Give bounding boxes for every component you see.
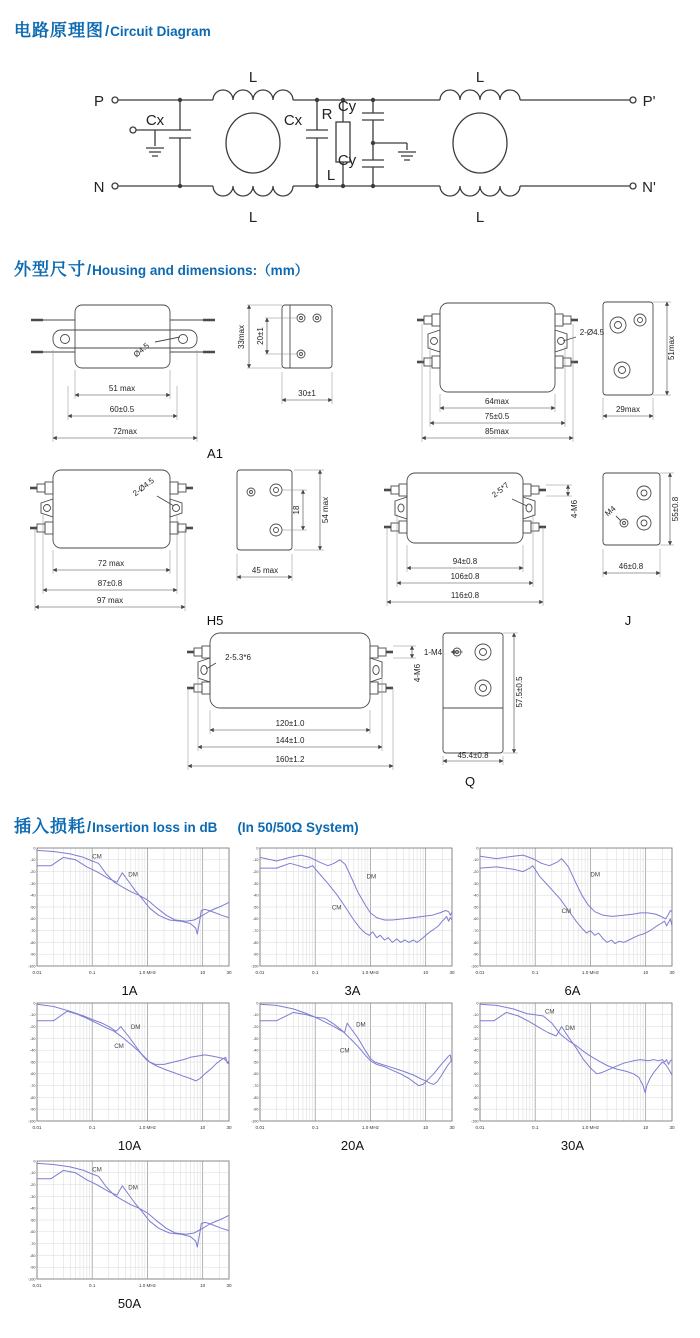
svg-text:-40: -40 bbox=[30, 1206, 36, 1211]
circuit-section-title: 电路原理图/Circuit Diagram bbox=[14, 21, 211, 40]
svg-text:CM: CM bbox=[561, 907, 572, 915]
ground-symbol-1 bbox=[136, 130, 169, 156]
svg-text:CM: CM bbox=[92, 1166, 102, 1174]
choke-core-2 bbox=[453, 113, 507, 173]
j-side-width: 46±0.8 bbox=[618, 562, 644, 571]
svg-text:-50: -50 bbox=[473, 905, 479, 910]
b-dim1: 64max bbox=[484, 397, 510, 406]
label-l-mid: L bbox=[326, 167, 336, 184]
svg-text:CM: CM bbox=[114, 1042, 124, 1050]
svg-text:-70: -70 bbox=[30, 929, 36, 933]
svg-text:-10: -10 bbox=[30, 1171, 36, 1176]
svg-text:-90: -90 bbox=[30, 1265, 36, 1270]
svg-text:CM: CM bbox=[544, 1008, 555, 1016]
h5-hole-note: 2-Ø4.5 bbox=[131, 475, 156, 499]
svg-text:0.01: 0.01 bbox=[32, 1125, 42, 1130]
svg-text:DM: DM bbox=[565, 1025, 575, 1033]
svg-text:0: 0 bbox=[33, 1159, 36, 1164]
svg-text:-30: -30 bbox=[30, 1194, 36, 1199]
svg-text:30: 30 bbox=[226, 1125, 232, 1130]
svg-text:0: 0 bbox=[33, 1001, 36, 1006]
svg-text:-70: -70 bbox=[253, 929, 259, 933]
svg-text:-20: -20 bbox=[253, 870, 259, 874]
svg-text:30: 30 bbox=[226, 1283, 232, 1288]
chart-caption-10a: 10A bbox=[117, 1138, 142, 1153]
svg-text:-50: -50 bbox=[30, 1218, 36, 1223]
a1-front-view bbox=[31, 305, 223, 461]
j-front-view bbox=[384, 473, 631, 628]
housing-title-zh: 外型尺寸 bbox=[14, 260, 86, 279]
chart-caption-6a: 6A bbox=[564, 983, 581, 998]
insertion-loss-chart-10a bbox=[27, 1000, 232, 1137]
svg-text:0: 0 bbox=[256, 1001, 259, 1006]
h5-label: H5 bbox=[206, 613, 224, 628]
capacitor-cx1 bbox=[169, 100, 191, 186]
terminal-n bbox=[112, 183, 118, 189]
svg-text:-100: -100 bbox=[470, 1119, 479, 1124]
b-front-view bbox=[417, 303, 605, 442]
svg-text:-70: -70 bbox=[253, 1084, 259, 1088]
svg-text:1.0 MHz: 1.0 MHz bbox=[138, 1283, 156, 1288]
q-dim2: 144±1.0 bbox=[275, 736, 305, 745]
svg-text:0: 0 bbox=[33, 846, 36, 851]
svg-text:-100: -100 bbox=[470, 964, 479, 969]
svg-text:0.01: 0.01 bbox=[475, 1125, 485, 1130]
chart-plot bbox=[27, 845, 232, 982]
insertion-loss-chart-3a bbox=[250, 845, 455, 982]
label-p-out: P' bbox=[642, 93, 656, 110]
svg-text:-80: -80 bbox=[253, 1095, 259, 1100]
svg-text:-50: -50 bbox=[30, 905, 36, 910]
insertion-title-en: Insertion loss in dB bbox=[92, 820, 218, 835]
q-dim1: 120±1.0 bbox=[275, 719, 305, 728]
h5-side-view bbox=[237, 470, 330, 581]
svg-text:-60: -60 bbox=[30, 917, 36, 922]
svg-text:DM: DM bbox=[128, 1184, 138, 1192]
svg-text:0.1: 0.1 bbox=[89, 1283, 96, 1288]
svg-text:-30: -30 bbox=[473, 1036, 479, 1041]
h5-side-span: 18 bbox=[292, 505, 301, 515]
svg-text:-100: -100 bbox=[250, 964, 259, 969]
svg-text:1.0 MHz: 1.0 MHz bbox=[361, 970, 379, 975]
housing-drawing-b bbox=[395, 290, 695, 450]
housing-drawing-q bbox=[110, 630, 630, 790]
svg-text:-20: -20 bbox=[253, 1025, 259, 1029]
a1-side-span: 20±1 bbox=[256, 327, 265, 345]
svg-text:-100: -100 bbox=[27, 1119, 36, 1124]
svg-text:-20: -20 bbox=[473, 870, 479, 874]
h5-front-view bbox=[30, 470, 223, 628]
svg-text:10: 10 bbox=[423, 1125, 429, 1130]
insertion-loss-chart-50a bbox=[27, 1158, 232, 1295]
a1-dim3: 72max bbox=[112, 427, 138, 436]
j-terminal-note: 4-M6 bbox=[570, 499, 579, 519]
svg-text:-10: -10 bbox=[253, 858, 259, 863]
circuit-title-zh: 电路原理图 bbox=[14, 21, 104, 40]
q-label: Q bbox=[464, 774, 476, 789]
insertion-title-note: (In 50/50Ω System) bbox=[237, 820, 359, 835]
terminal-p bbox=[112, 97, 118, 103]
label-l1: L bbox=[248, 69, 258, 86]
j-label: J bbox=[624, 613, 632, 628]
chart-caption-50a: 50A bbox=[117, 1296, 142, 1311]
svg-text:-30: -30 bbox=[30, 881, 36, 886]
a1-dim2: 60±0.5 bbox=[109, 405, 135, 414]
circuit-diagram bbox=[85, 66, 665, 236]
insertion-section-title: 插入损耗/Insertion loss in dB (In 50/50Ω System) bbox=[14, 817, 359, 836]
svg-text:-90: -90 bbox=[253, 1107, 259, 1112]
a1-label: A1 bbox=[207, 446, 223, 461]
insertion-loss-chart-20a bbox=[250, 1000, 455, 1137]
svg-text:10: 10 bbox=[643, 970, 649, 975]
label-cx1: Cx bbox=[145, 112, 165, 129]
svg-text:DM: DM bbox=[130, 1023, 141, 1031]
q-dim3: 160±1.2 bbox=[275, 755, 305, 764]
b-dim3: 85max bbox=[484, 427, 510, 436]
svg-text:0.1: 0.1 bbox=[89, 970, 96, 975]
circuit-wires bbox=[112, 90, 636, 196]
insertion-loss-chart-1a bbox=[27, 845, 232, 982]
q-side-width: 45.4±0.8 bbox=[457, 751, 489, 760]
svg-text:-80: -80 bbox=[30, 1095, 36, 1100]
svg-text:10: 10 bbox=[200, 1125, 206, 1130]
svg-text:0: 0 bbox=[256, 846, 259, 851]
housing-section-title: 外型尺寸/Housing and dimensions:（mm） bbox=[14, 260, 309, 279]
chart-plot bbox=[250, 845, 455, 982]
j-side-height: 55±0.8 bbox=[671, 496, 680, 522]
chart-caption-20a: 20A bbox=[340, 1138, 365, 1153]
svg-text:-40: -40 bbox=[30, 893, 36, 898]
svg-text:30: 30 bbox=[226, 970, 232, 975]
svg-text:0.01: 0.01 bbox=[475, 970, 485, 975]
j-hole-note: 2-5*7 bbox=[490, 480, 511, 500]
svg-text:-90: -90 bbox=[30, 1107, 36, 1112]
svg-text:CM: CM bbox=[339, 1047, 350, 1055]
svg-text:0.1: 0.1 bbox=[532, 1125, 539, 1130]
insertion-loss-chart-30a bbox=[470, 1000, 675, 1137]
q-front-view bbox=[187, 633, 422, 770]
svg-text:-30: -30 bbox=[253, 881, 259, 886]
label-l3: L bbox=[248, 209, 258, 226]
svg-text:30: 30 bbox=[449, 970, 455, 975]
svg-text:-70: -70 bbox=[30, 1242, 36, 1246]
label-n-out: N' bbox=[642, 179, 656, 196]
circuit-title-en: Circuit Diagram bbox=[110, 24, 211, 39]
svg-text:30: 30 bbox=[669, 1125, 675, 1130]
label-l2: L bbox=[475, 69, 485, 86]
a1-dim1: 51 max bbox=[108, 384, 136, 393]
choke-core-1 bbox=[226, 113, 280, 173]
svg-text:-40: -40 bbox=[473, 893, 479, 898]
chart-plot bbox=[470, 1000, 675, 1137]
svg-text:-30: -30 bbox=[30, 1036, 36, 1041]
svg-text:-60: -60 bbox=[253, 1072, 259, 1077]
label-cy2: Cy bbox=[337, 152, 357, 169]
label-cy1: Cy bbox=[337, 98, 357, 115]
svg-text:-70: -70 bbox=[30, 1084, 36, 1088]
b-hole-note: 2-Ø4.5 bbox=[579, 328, 605, 337]
svg-text:-100: -100 bbox=[27, 1277, 36, 1282]
h5-dim1: 72 max bbox=[97, 559, 125, 568]
svg-text:CM: CM bbox=[92, 853, 102, 861]
svg-text:0.1: 0.1 bbox=[532, 970, 539, 975]
svg-text:30: 30 bbox=[669, 970, 675, 975]
svg-text:-40: -40 bbox=[253, 893, 259, 898]
svg-text:0: 0 bbox=[476, 846, 479, 851]
svg-text:-10: -10 bbox=[30, 1013, 36, 1018]
h5-side-height: 54 max bbox=[321, 496, 330, 524]
housing-title-unit: （mm） bbox=[257, 263, 309, 278]
insertion-title-zh: 插入损耗 bbox=[14, 817, 86, 836]
j-side-view bbox=[603, 473, 680, 577]
svg-text:-100: -100 bbox=[250, 1119, 259, 1124]
j-dim2: 106±0.8 bbox=[450, 572, 480, 581]
q-terminal-note: 4-M6 bbox=[413, 663, 422, 683]
chart-plot bbox=[27, 1158, 232, 1295]
svg-text:-80: -80 bbox=[253, 940, 259, 945]
svg-text:-40: -40 bbox=[253, 1048, 259, 1053]
svg-text:-20: -20 bbox=[30, 1025, 36, 1029]
svg-text:-50: -50 bbox=[30, 1060, 36, 1065]
b-side-view bbox=[603, 302, 676, 420]
a1-side-height: 33max bbox=[237, 324, 246, 350]
label-p: P bbox=[93, 93, 105, 110]
svg-text:-90: -90 bbox=[30, 952, 36, 957]
svg-text:DM: DM bbox=[356, 1021, 366, 1029]
label-n: N bbox=[93, 179, 105, 196]
svg-text:-80: -80 bbox=[473, 940, 479, 945]
svg-text:0.1: 0.1 bbox=[89, 1125, 96, 1130]
svg-text:-90: -90 bbox=[473, 952, 479, 957]
b-dim2: 75±0.5 bbox=[484, 412, 510, 421]
h5-dim2: 87±0.8 bbox=[97, 579, 123, 588]
svg-text:10: 10 bbox=[200, 1283, 206, 1288]
housing-drawing-j bbox=[360, 465, 695, 630]
h5-dim3: 97 max bbox=[96, 596, 124, 605]
svg-text:-50: -50 bbox=[473, 1060, 479, 1065]
chart-caption-30a: 30A bbox=[560, 1138, 585, 1153]
j-side-screw: M4 bbox=[603, 504, 618, 519]
chart-caption-1a: 1A bbox=[121, 983, 138, 998]
svg-text:DM: DM bbox=[590, 871, 601, 879]
a1-side-width: 30±1 bbox=[298, 389, 316, 398]
svg-text:10: 10 bbox=[423, 970, 429, 975]
svg-text:-20: -20 bbox=[30, 1183, 36, 1187]
q-side-view bbox=[424, 633, 524, 789]
svg-text:-100: -100 bbox=[27, 964, 36, 969]
q-side-screw: 1-M4 bbox=[423, 648, 443, 657]
svg-text:-60: -60 bbox=[473, 1072, 479, 1077]
chart-plot bbox=[470, 845, 675, 982]
svg-text:DM: DM bbox=[366, 873, 377, 881]
ground-symbol-2 bbox=[373, 143, 416, 160]
housing-title-en: Housing and dimensions: bbox=[92, 263, 258, 278]
svg-text:10: 10 bbox=[200, 970, 206, 975]
chart-plot bbox=[250, 1000, 455, 1137]
svg-text:DM: DM bbox=[128, 871, 138, 879]
svg-text:-60: -60 bbox=[253, 917, 259, 922]
svg-text:-20: -20 bbox=[473, 1025, 479, 1029]
svg-text:-50: -50 bbox=[253, 1060, 259, 1065]
h5-side-width: 45 max bbox=[251, 566, 279, 575]
svg-text:0.1: 0.1 bbox=[312, 970, 319, 975]
chart-caption-3a: 3A bbox=[344, 983, 361, 998]
circuit-labels bbox=[94, 69, 656, 226]
a1-side-view bbox=[237, 305, 332, 404]
svg-text:-60: -60 bbox=[473, 917, 479, 922]
svg-text:1.0 MHz: 1.0 MHz bbox=[138, 970, 156, 975]
svg-text:0.01: 0.01 bbox=[255, 970, 265, 975]
label-l4: L bbox=[475, 209, 485, 226]
svg-text:-90: -90 bbox=[473, 1107, 479, 1112]
terminal-n-out bbox=[630, 183, 636, 189]
svg-text:-60: -60 bbox=[30, 1072, 36, 1077]
b-side-height: 51max bbox=[667, 335, 676, 361]
label-cx2: Cx bbox=[283, 112, 303, 129]
svg-text:0: 0 bbox=[476, 1001, 479, 1006]
svg-text:-70: -70 bbox=[473, 929, 479, 933]
svg-text:-30: -30 bbox=[253, 1036, 259, 1041]
svg-text:CM: CM bbox=[331, 904, 342, 912]
svg-text:-80: -80 bbox=[473, 1095, 479, 1100]
svg-text:-80: -80 bbox=[30, 940, 36, 945]
svg-text:-60: -60 bbox=[30, 1230, 36, 1235]
svg-text:-50: -50 bbox=[253, 905, 259, 910]
svg-text:1.0 MHz: 1.0 MHz bbox=[361, 1125, 379, 1130]
svg-text:-20: -20 bbox=[30, 870, 36, 874]
svg-text:-80: -80 bbox=[30, 1253, 36, 1258]
svg-text:-90: -90 bbox=[253, 952, 259, 957]
housing-drawing-h5 bbox=[25, 465, 345, 630]
a1-hole-note: Ø4.5 bbox=[131, 341, 151, 360]
svg-text:1.0 MHz: 1.0 MHz bbox=[138, 1125, 156, 1130]
svg-text:-40: -40 bbox=[30, 1048, 36, 1053]
q-hole-note: 2-5.3*6 bbox=[225, 653, 251, 662]
svg-text:1.0 MHz: 1.0 MHz bbox=[581, 1125, 599, 1130]
label-r: R bbox=[321, 106, 333, 123]
svg-text:10: 10 bbox=[643, 1125, 649, 1130]
insertion-loss-chart-6a bbox=[470, 845, 675, 982]
terminal-p-out bbox=[630, 97, 636, 103]
earth-terminal bbox=[130, 127, 136, 133]
svg-text:-10: -10 bbox=[30, 858, 36, 863]
svg-text:0.01: 0.01 bbox=[32, 970, 42, 975]
svg-text:1.0 MHz: 1.0 MHz bbox=[581, 970, 599, 975]
q-side-height: 57.5±0.5 bbox=[515, 676, 524, 708]
svg-text:0.01: 0.01 bbox=[32, 1283, 42, 1288]
chart-plot bbox=[27, 1000, 232, 1137]
svg-text:30: 30 bbox=[449, 1125, 455, 1130]
svg-text:-10: -10 bbox=[253, 1013, 259, 1018]
housing-drawing-a1 bbox=[25, 290, 345, 465]
svg-text:-10: -10 bbox=[473, 1013, 479, 1018]
svg-text:-10: -10 bbox=[473, 858, 479, 863]
j-dim1: 94±0.8 bbox=[452, 557, 478, 566]
svg-text:0.01: 0.01 bbox=[255, 1125, 265, 1130]
svg-text:-40: -40 bbox=[473, 1048, 479, 1053]
b-side-width: 29max bbox=[615, 405, 641, 414]
svg-text:0.1: 0.1 bbox=[312, 1125, 319, 1130]
j-dim3: 116±0.8 bbox=[450, 591, 480, 600]
svg-text:-30: -30 bbox=[473, 881, 479, 886]
svg-text:-70: -70 bbox=[473, 1084, 479, 1088]
